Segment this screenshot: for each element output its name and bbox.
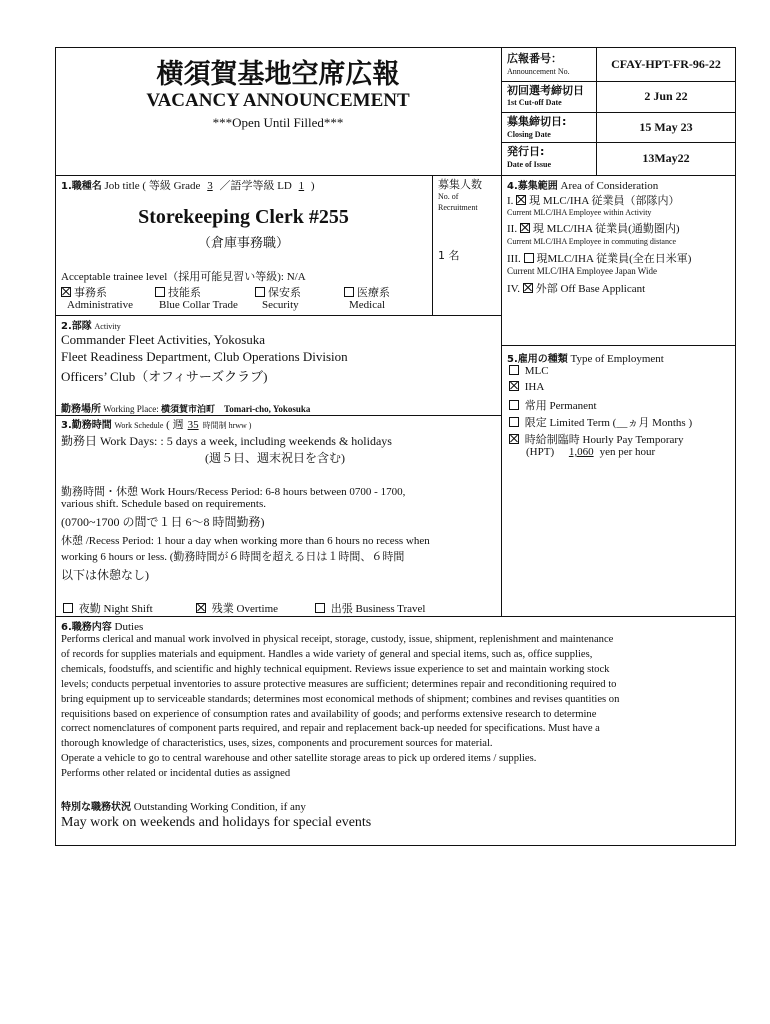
category-cb-2[interactable] [255,284,301,300]
section6-header [61,618,143,633]
area-text-0: 現 MLC/IHA 従業員（部隊内） [529,195,680,207]
ld-value: 1 [298,180,305,192]
working-place [61,400,310,415]
category-checkbox-2[interactable] [255,287,265,297]
employment-checkbox-0[interactable] [509,365,519,375]
section4-heading-jp: 4.募集範囲 [507,181,558,192]
employment-item-3[interactable] [509,414,692,430]
area-checkbox-0[interactable] [516,195,526,205]
ld-suffix: ) [310,180,315,192]
area-checkbox-1[interactable] [520,223,530,233]
area-num-3: IV. [507,283,520,295]
option-checkbox-0[interactable] [63,603,73,613]
title-en: VACANCY ANNOUNCEMENT [146,90,410,111]
category-jp-3: 医療系 [357,287,390,299]
duties-line: requisitions based on experience of consumption rates and availability of goods; and performs extensive research to determine [61,708,597,720]
section5-heading-en: Type of Employment [570,353,664,365]
trainee-level: Acceptable trainee level（採用可能見習い等級): N/A [61,271,306,283]
first-cutoff-label-jp: 初回選考締切日 [507,84,584,97]
area-num-2: III. [507,253,521,265]
area-num-0: I. [507,195,514,207]
activity-line-1: Commander Fleet Activities, Yokosuka [61,332,266,347]
announcement-no-label-jp: 広報番号： [507,52,562,65]
work-days-line-2: (週５日、週末祝日を含む) [205,451,345,465]
announcement-no-label-en: Announcement No. [507,67,570,76]
duties-line: levels; conducts perpetual inventories to assure protective measures are sufficient; determines repair and reconditioning required to [61,678,617,690]
employment-checkbox-4[interactable] [509,434,519,444]
employment-item-1[interactable] [509,381,544,393]
category-cb-1[interactable] [155,284,201,300]
section1-heading-jp: 1.職種名 [61,181,102,192]
activity-line-2: Fleet Readiness Department, Club Operations Division [61,349,348,364]
option-checkbox-2[interactable] [315,603,325,613]
hours-line-3: (0700~1700 の間で１日 6～8 時間勤務) [61,515,265,529]
option-text-2: 出張 Business Travel [330,603,426,615]
first-cutoff-label-en: 1st Cut-off Date [507,98,562,107]
area-sub-0: Current MLC/IHA Employee within Activity [507,208,652,217]
section3-header [61,416,251,432]
area-num-1: II. [507,223,518,235]
schedule-prefix: ( 週 [166,419,184,431]
working-place-label-jp: 勤務場所 [61,404,101,415]
section1-bottom-line [55,315,501,316]
ld-prefix: ／語学等級 LD [219,180,292,192]
title-jp: 横須賀基地空席広報 [156,59,400,90]
category-checkbox-0[interactable] [61,287,71,297]
recruit-label-en-1: No. of [438,192,459,201]
hours-line-1: 勤務時間・休憩 Work Hours/Recess Period: 6-8 hours between 0700 - 1700, [61,486,406,498]
option-2[interactable] [315,600,426,616]
duties-text [61,633,731,782]
special-condition-label-en: Outstanding Working Condition, if any [133,801,306,813]
employment-text-1: IHA [524,381,545,393]
option-checkbox-1[interactable] [196,603,206,613]
recruit-divider-left [432,175,433,315]
section4-heading-en: Area of Consideration [560,180,659,192]
employment-checkbox-2[interactable] [509,400,519,410]
employment-item-4[interactable] [509,431,684,447]
category-en-3: Medical [349,299,386,311]
duties-line: correct nomenclatures of component parts required, and repair and replacement back-up needed for specifications. Must have a [61,723,600,735]
section3-bottom-line [55,616,736,617]
area-text-3: 外部 Off Base Applicant [535,283,646,295]
main-divider-v [501,175,502,616]
hpt-value: 1,060 [568,446,594,458]
area-sub-2: Current MLC/IHA Employee Japan Wide [507,266,657,276]
duties-line: Performs clerical and manual work involved in physical receipt, storage, custody, issue, shipment, replenishment and maintenance [61,634,614,645]
option-1[interactable] [196,600,278,616]
option-0[interactable] [63,600,153,616]
issue-value: 13May22 [642,151,690,165]
category-cb-0[interactable] [61,284,107,300]
section1-header [61,177,315,193]
hpt-prefix: (HPT) [526,446,555,458]
recess-line-3: 以下は休憩なし) [61,568,149,582]
header-bottom-line [55,175,736,176]
section4-bottom-line [501,345,736,346]
subtitle: ***Open Until Filled*** [212,115,344,130]
duties-line: Performs other related or incidental duties as assigned [61,768,291,780]
recruit-value: 1 名 [438,249,460,262]
recess-line-1: 休憩 /Recess Period: 1 hour a day when working more than 6 hours no recess when [61,535,430,547]
job-title-jp: （倉庫事務職） [197,236,289,251]
section3-heading-en: Work Schedule [114,421,164,430]
grade-prefix: ( 等級 Grade [142,180,201,192]
category-jp-2: 保安系 [268,287,301,299]
work-days-line-1: 勤務日 Work Days: : 5 days a week, including weekends & holidays [61,434,392,448]
area-text-1: 現 MLC/IHA 従業員(通勤圏内) [532,223,680,235]
area-item-2[interactable] [507,250,691,266]
working-place-value: 横須賀市泊町 Tomari-cho, Yokosuka [161,404,311,414]
category-en-1: Blue Collar Trade [159,299,238,311]
area-item-0[interactable] [507,192,680,208]
employment-text-2: 常用 Permanent [524,400,597,412]
area-text-2: 現MLC/IHA 従業員(全在日米軍) [536,253,692,265]
schedule-value: 35 [187,419,199,431]
section1-heading-en: Job title [104,180,140,192]
section2-header [61,317,121,332]
recess-line-2: working 6 hours or less. (勤務時間が６時間を超える日は１時間、６時間 [61,551,405,563]
section6-heading-jp: 6.職務内容 [61,622,112,633]
employment-text-0: MLC [524,365,549,377]
option-text-0: 夜勤 Night Shift [78,603,153,615]
section6-heading-en: Duties [114,621,144,633]
employment-item-0[interactable] [509,365,549,377]
hpt-rate [526,446,655,458]
category-en-0: Administrative [67,299,133,311]
section5-header [507,350,664,365]
employment-checkbox-3[interactable] [509,417,519,427]
area-checkbox-3[interactable] [523,283,533,293]
working-place-label-en: Working Place: [103,404,159,414]
recruit-label-jp: 募集人数 [438,178,482,191]
duties-line: of records for supplies materials and equipment. Handles a wide variety of general and special items, such as, office supplies, [61,648,593,660]
first-cutoff-value: 2 Jun 22 [644,89,688,103]
area-item-3[interactable] [507,280,645,296]
area-item-1[interactable] [507,220,680,236]
category-jp-1: 技能系 [168,287,201,299]
section2-heading-jp: 2.部隊 [61,321,92,332]
category-cb-3[interactable] [344,284,390,300]
duties-line: thorough knowledge of characteristics, uses, sizes, components and procurement sources for material. [61,738,493,750]
recruit-label-en-2: Recruitment [438,203,478,212]
duties-line: bring equipment up to serviceable standards; determines most economical methods of shipment; combines and revises quantities on [61,693,620,705]
schedule-suffix: 時間制 hrww ) [202,421,252,430]
duties-line: Operate a vehicle to go to central warehouse and other satellite storage areas to pick up ordered items / supplies. [61,753,537,765]
announcement-no-value: CFAY-HPT-FR-96-22 [611,57,721,71]
employment-item-2[interactable] [509,397,597,413]
section2-heading-en: Activity [94,322,121,331]
area-checkbox-2[interactable] [524,253,534,263]
header-divider-v [501,47,502,175]
grade-value: 3 [207,180,213,192]
special-condition-value: May work on weekends and holidays for special events [61,815,372,830]
hours-line-2: various shift. Schedule based on requirements. [61,498,266,510]
option-text-1: 残業 Overtime [211,603,279,615]
hpt-suffix: yen per hour [599,446,656,458]
area-sub-1: Current MLC/IHA Employee in commuting distance [507,237,677,246]
employment-text-4: 時給制臨時 Hourly Pay Temporary [524,434,684,446]
issue-label-jp: 発行日: [507,145,545,158]
category-jp-0: 事務系 [74,287,107,299]
closing-label-en: Closing Date [507,130,551,139]
special-condition-header [61,798,306,813]
category-checkbox-1[interactable] [155,287,165,297]
special-condition-label-jp: 特別な職務状況 [61,802,131,813]
employment-text-3: 限定 Limited Term (__ヵ月 Months ) [524,417,693,429]
duties-line: chemicals, foodstuffs, and scientific and highly technical equipment. Reviews issue experience to set and maintain working stock [61,663,610,675]
section4-header [507,177,658,192]
job-title: Storekeeping Clerk #255 [138,206,349,228]
closing-value: 15 May 23 [639,120,693,134]
section3-heading-jp: 3.勤務時間 [61,420,112,431]
closing-label-jp: 募集締切日: [507,115,567,128]
issue-label-en: Date of Issue [507,160,551,169]
category-en-2: Security [262,299,299,311]
employment-checkbox-1[interactable] [509,381,519,391]
section5-heading-jp: 5.雇用の種類 [507,354,568,365]
category-checkbox-3[interactable] [344,287,354,297]
activity-line-3: Officers’ Club（オフィサーズクラブ) [61,369,268,384]
